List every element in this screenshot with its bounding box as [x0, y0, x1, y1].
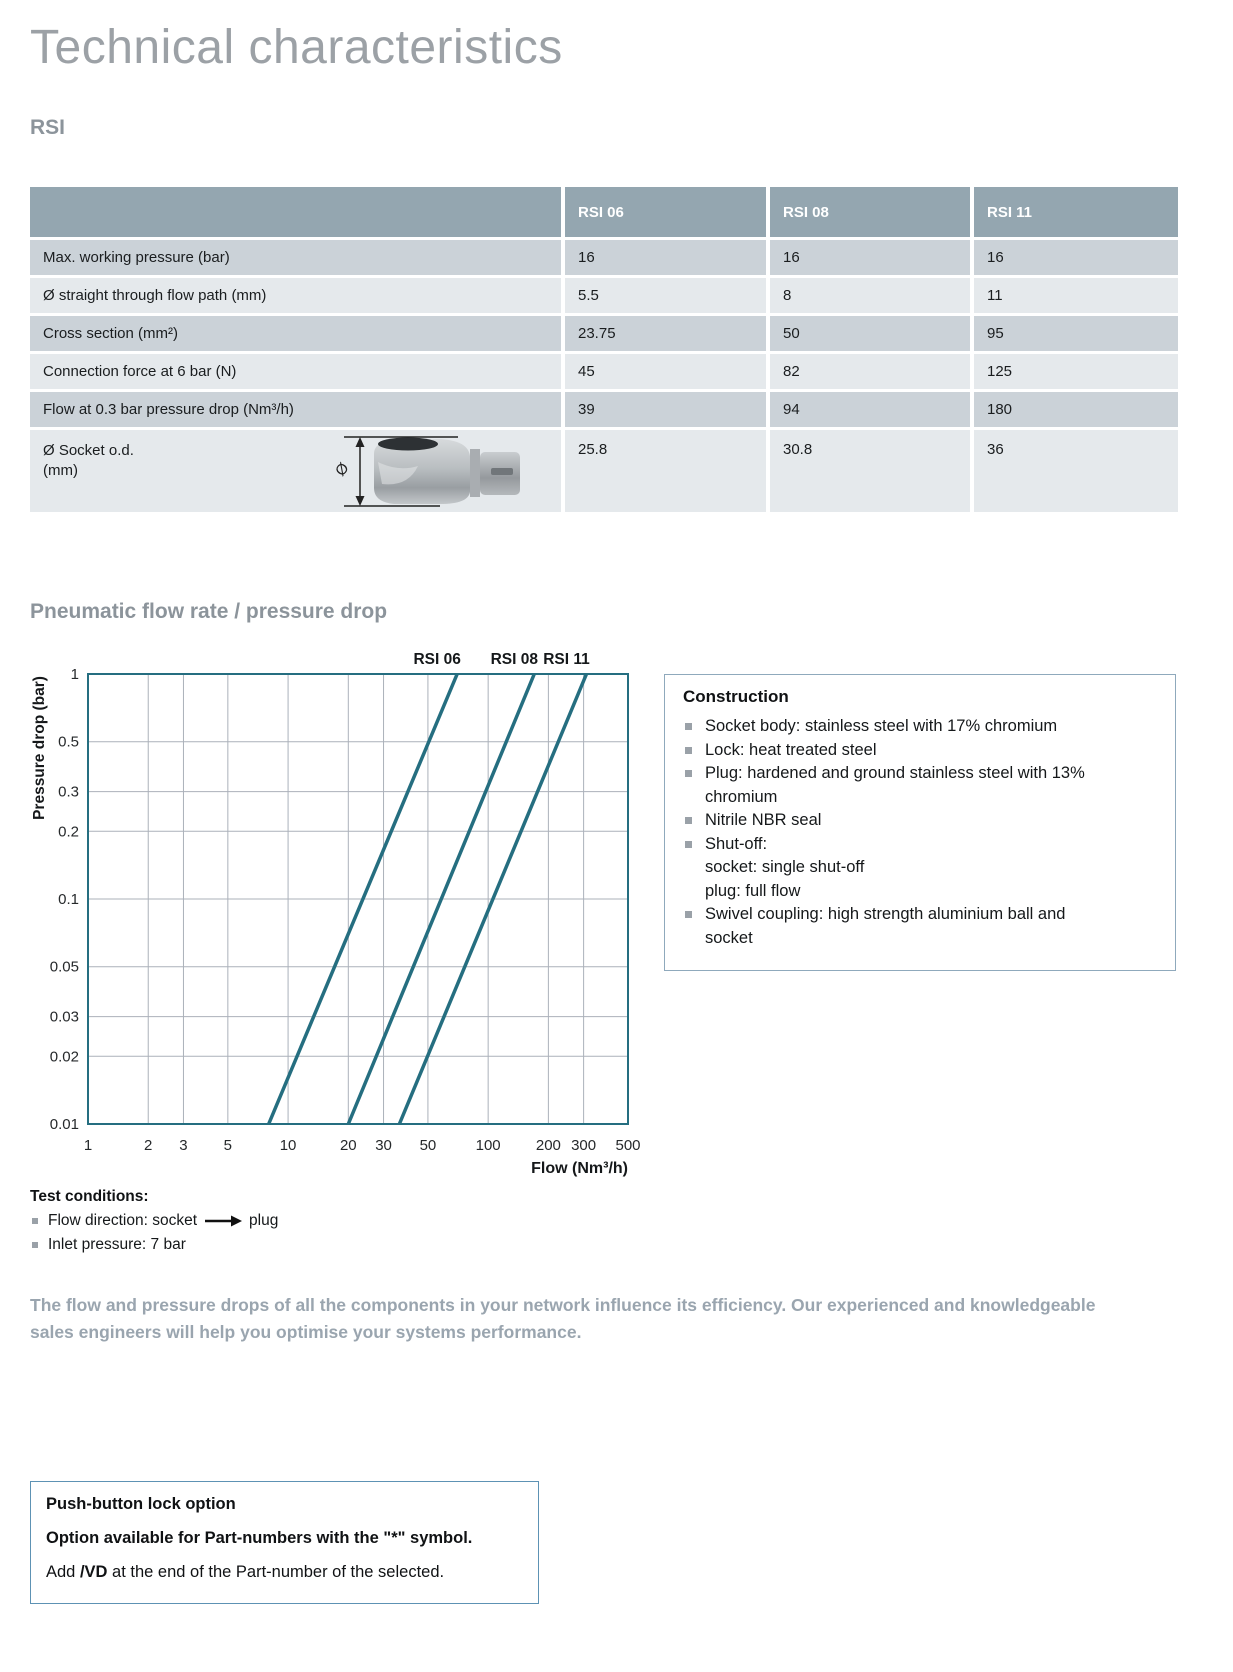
table-corner-cell: [30, 187, 561, 237]
construction-list: [683, 715, 1159, 950]
network-note: [30, 1292, 1182, 1346]
x-tick-label: 20: [339, 1137, 357, 1154]
network-note-line: The flow and pressure drops of all the components in your network influence its efficiency. Our experienced and knowledgeable: [30, 1295, 1096, 1315]
x-tick-label: 100: [475, 1137, 501, 1154]
x-tick-label: 2: [144, 1137, 153, 1154]
right-arrow-icon: [204, 1215, 242, 1227]
test-conditions: [30, 1188, 278, 1254]
value-cell: 125: [974, 354, 1178, 389]
value-cell: 39: [565, 392, 766, 427]
test-conditions-title: Test conditions:: [30, 1188, 149, 1205]
construction-item-text: Shut-off:: [705, 834, 768, 853]
socket-product-image: [308, 432, 528, 510]
x-axis-title: Flow (Nm³/h): [531, 1160, 628, 1177]
rsi-heading: RSI: [30, 116, 66, 139]
square-bullet-icon: [32, 1242, 38, 1248]
y-axis-title: Pressure drop (bar): [31, 676, 48, 820]
y-tick-label: 0.2: [58, 823, 79, 841]
row-label: Connection force at 6 bar (N): [30, 354, 561, 389]
square-bullet-icon: [32, 1218, 38, 1224]
value-cell: 16: [770, 240, 970, 275]
construction-box: [664, 674, 1176, 971]
series-label: RSI 08: [490, 651, 538, 668]
row-label: Flow at 0.3 bar pressure drop (Nm³/h): [30, 392, 561, 427]
construction-item: [683, 715, 1159, 739]
construction-item: [683, 762, 1159, 786]
square-bullet-icon: [685, 841, 692, 848]
y-tick-label: 0.02: [49, 1048, 79, 1066]
construction-item-continuation: [683, 856, 1159, 880]
push-box-title: Push-button lock option: [46, 1495, 236, 1513]
x-tick-label: 5: [223, 1137, 233, 1154]
row-label: Ø Socket o.d. (mm) Ø: [30, 430, 561, 512]
x-tick-label: 3: [179, 1137, 188, 1154]
construction-item: [683, 739, 1159, 763]
push-box-add-line: [46, 1563, 523, 1582]
y-tick-label: 0.03: [49, 1008, 79, 1026]
square-bullet-icon: [685, 770, 692, 777]
network-note-line: sales engineers will help you optimise your systems performance.: [30, 1322, 582, 1342]
value-cell: 23.75: [565, 316, 766, 351]
add-line-post: at the end of the Part-number of the selected.: [107, 1563, 445, 1581]
value-cell: 36: [974, 430, 1178, 512]
y-tick-label: 0.3: [58, 783, 79, 801]
value-cell: 16: [974, 240, 1178, 275]
value-cell: 94: [770, 392, 970, 427]
construction-item: [683, 809, 1159, 833]
x-tick-label: 50: [419, 1137, 437, 1154]
construction-item-text: Socket body: stainless steel with 17% chromium: [705, 717, 1058, 735]
column-header: RSI 11: [974, 187, 1178, 237]
construction-item-continuation: [683, 786, 1159, 810]
value-cell: 8: [770, 278, 970, 313]
construction-title: Construction: [683, 687, 789, 706]
row-label: Max. working pressure (bar): [30, 240, 561, 275]
row-label: Ø straight through flow path (mm): [30, 278, 561, 313]
y-tick-label: 0.01: [49, 1116, 79, 1133]
indent-spacer: [683, 927, 705, 951]
square-bullet-icon: [685, 747, 692, 754]
construction-item-text: plug: full flow: [705, 881, 801, 900]
x-tick-label: 10: [279, 1137, 297, 1154]
x-tick-label: 500: [615, 1137, 641, 1154]
y-tick-label: 0.05: [49, 958, 79, 976]
flow-rate-chart: [28, 640, 652, 1200]
construction-item-text: chromium: [705, 787, 778, 806]
flow-direction-text: Flow direction: socket: [48, 1212, 198, 1229]
flow-direction-target: plug: [249, 1212, 279, 1229]
y-tick-label: 1: [70, 666, 79, 683]
square-bullet-icon: [685, 911, 692, 918]
row-label: Cross section (mm²): [30, 316, 561, 351]
column-header: RSI 08: [770, 187, 970, 237]
indent-spacer: [683, 880, 705, 904]
x-tick-label: 30: [375, 1137, 392, 1154]
push-box-option-line: Option available for Part-numbers with the "*" symbol.: [46, 1529, 473, 1547]
x-tick-label: 1: [83, 1137, 93, 1154]
value-cell: 50: [770, 316, 970, 351]
page-title: Technical characteristics: [30, 21, 563, 74]
value-cell: 180: [974, 392, 1178, 427]
construction-item: [683, 903, 1159, 927]
series-label: RSI 11: [543, 651, 590, 668]
construction-item-text: socket: single shut-off: [705, 858, 865, 876]
push-button-lock-box: [30, 1481, 539, 1604]
value-cell: 30.8: [770, 430, 970, 512]
construction-item: [683, 833, 1159, 857]
spec-table: [30, 187, 1178, 512]
x-tick-label: 200: [535, 1137, 561, 1154]
value-cell: 95: [974, 316, 1178, 351]
diameter-symbol: Ø: [332, 459, 353, 480]
square-bullet-icon: [685, 817, 692, 824]
value-cell: 11: [974, 278, 1178, 313]
construction-item-text: Nitrile NBR seal: [705, 811, 822, 829]
construction-item-text: Lock: heat treated steel: [705, 740, 877, 759]
value-cell: 82: [770, 354, 970, 389]
chart-heading: Pneumatic flow rate / pressure drop: [30, 600, 388, 623]
test-condition-flow-direction: [30, 1212, 278, 1230]
add-line-pre: Add: [46, 1563, 80, 1581]
value-cell: 25.8: [565, 430, 766, 512]
series-label: RSI 06: [413, 651, 461, 668]
add-line-code: /VD: [79, 1563, 108, 1581]
indent-spacer: [683, 786, 705, 810]
test-condition-inlet-pressure: [30, 1236, 278, 1254]
y-tick-label: 0.1: [58, 891, 79, 908]
construction-item-text: Swivel coupling: high strength aluminium ball and: [705, 905, 1066, 923]
construction-item-text: Plug: hardened and ground stainless steel with 13%: [705, 764, 1085, 782]
square-bullet-icon: [685, 723, 692, 730]
indent-spacer: [683, 856, 705, 880]
value-cell: 45: [565, 354, 766, 389]
construction-item-continuation: [683, 927, 1159, 951]
column-header: RSI 06: [565, 187, 766, 237]
inlet-pressure-text: Inlet pressure: 7 bar: [48, 1236, 186, 1253]
construction-item-text: socket: [705, 928, 753, 947]
value-cell: 16: [565, 240, 766, 275]
value-cell: 5.5: [565, 278, 766, 313]
construction-item-continuation: [683, 880, 1159, 904]
x-tick-label: 300: [571, 1137, 597, 1154]
y-tick-label: 0.5: [58, 733, 79, 751]
